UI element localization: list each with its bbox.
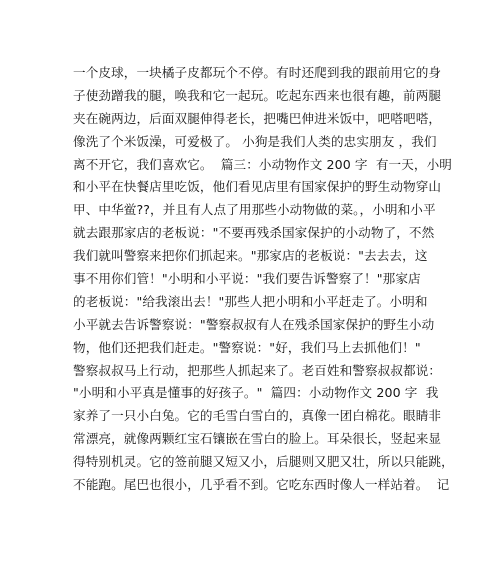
text-line: 像洗了个米饭澡，可爱极了。 小狗是我们人类的忠实朋友 ，我们 <box>73 133 437 149</box>
text-line: 和小平在快餐店里吃饭，他们看见店里有国家保护的野生动物穿山 <box>73 179 442 195</box>
text-line: "小明和小平真是懂事的好孩子。" 篇四：小动物作文 200 字 我 <box>73 385 439 401</box>
text-line: 不能跑。尾巴也很小，几乎看不到。它吃东西时像人一样站着。 记 <box>73 477 450 493</box>
text-line: 家养了一只小白兔。它的毛雪白雪白的，真像一团白棉花。眼睛非 <box>73 408 442 424</box>
text-line: 离不开它，我们喜欢它。 篇三：小动物作文 200 字 有一天，小明 <box>73 156 452 172</box>
text-line: 子使劲蹭我的腿，唤我和它一起玩。吃起东西来也很有趣，前两腿 <box>73 87 442 103</box>
text-line: 的老板说："给我滚出去！"那些人把小明和小平赶走了。小明和 <box>73 293 428 309</box>
text-line: 就去跟那家店的老板说："不要再残杀国家保护的小动物了，不然 <box>73 225 435 241</box>
text-line: 小平就去告诉警察说："警察叔叔有人在残杀国家保护的野生小动 <box>73 316 435 332</box>
text-line: 甲、中华鲎??，并且有人点了用那些小动物做的菜。，小明和小平 <box>73 202 436 218</box>
text-line: 常漂亮，就像两颗红宝石镶嵌在雪白的脸上。耳朵很长，竖起来显 <box>73 431 442 447</box>
article-body <box>73 62 454 497</box>
text-line: 我们就叫警察来把你们抓起来。"那家店的老板说："去去去，这 <box>73 248 428 264</box>
text-line: 物，他们还把我们赶走。"警察说："好，我们马上去抓他们！" <box>73 339 421 355</box>
text-line: 得特别机灵。它的签前腿又短又小，后腿则又肥又壮，所以只能跳， <box>73 454 454 470</box>
text-line: 夹在碗两边，后面双腿伸得老长，把嘴巴伸进米饭中，吧嗒吧嗒， <box>73 110 442 126</box>
text-line: 事不用你们管！"小明和小平说："我们要告诉警察了！"那家店 <box>73 271 421 287</box>
text-line: 一个皮球，一块橘子皮都玩个不停。有时还爬到我的跟前用它的身 <box>73 65 442 80</box>
text-line: 警察叔叔马上行动，把那些人抓起来了。老百姓和警察叔叔都说： <box>73 362 442 378</box>
